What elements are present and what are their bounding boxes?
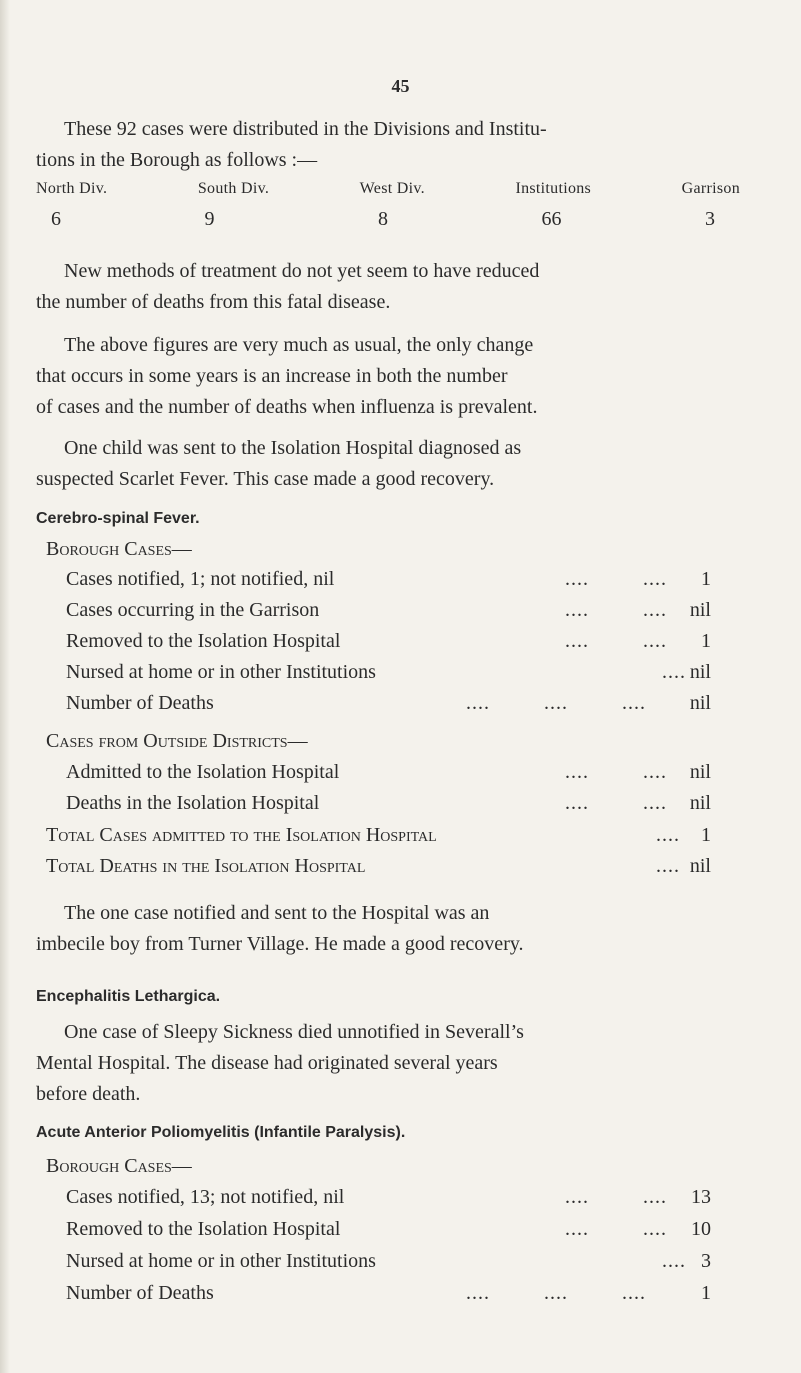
row-leader-dots: .... .... xyxy=(565,1218,667,1240)
encephalitis-heading: Encephalitis Lethargica. xyxy=(36,988,221,1005)
row-value: 13 xyxy=(691,1186,711,1208)
dist-header-institutions: Institutions xyxy=(515,180,592,197)
dist-value-north: 6 xyxy=(51,208,61,230)
distribution-values xyxy=(36,208,740,231)
row-value: nil xyxy=(689,792,711,814)
row-label: Total Cases admitted to the Isolation Hospital xyxy=(46,824,437,846)
row-label: Cases occurring in the Garrison xyxy=(66,599,320,621)
row-value: nil xyxy=(689,761,711,783)
cerebro-row-garrison xyxy=(0,599,801,629)
row-leader-dots: .... .... xyxy=(565,761,667,783)
row-value: 1 xyxy=(701,824,711,846)
row-label: Cases notified, 13; not notified, nil xyxy=(66,1186,345,1208)
cerebro-total-deaths xyxy=(0,855,801,885)
cerebro-row-nursed xyxy=(0,661,801,691)
encephalitis-line-1: One case of Sleepy Sickness died unnotified in Severall’s xyxy=(64,1021,524,1043)
row-leader-dots: .... xyxy=(656,855,680,877)
row-label: Number of Deaths xyxy=(66,1282,214,1304)
distribution-headers xyxy=(36,180,740,198)
polio-borough-heading: Borough Cases— xyxy=(46,1155,192,1177)
row-leader-dots: .... .... xyxy=(565,1186,667,1208)
cerebro-row-outside-deaths xyxy=(0,792,801,822)
row-leader-dots: .... .... xyxy=(565,568,667,590)
row-value: 1 xyxy=(701,630,711,652)
dist-header-west: West Div. xyxy=(359,180,425,197)
row-value: 1 xyxy=(701,568,711,590)
page-number: 45 xyxy=(391,76,410,96)
polio-row-nursed xyxy=(0,1250,801,1280)
row-leader-dots: .... .... .... xyxy=(466,1282,646,1304)
new-methods-paragraph xyxy=(36,256,736,318)
row-label: Total Deaths in the Isolation Hospital xyxy=(46,855,366,877)
cerebro-total-cases xyxy=(0,824,801,854)
row-leader-dots: .... xyxy=(662,1250,686,1272)
row-value: nil xyxy=(689,661,711,683)
cerebro-note-line-2: imbecile boy from Turner Village. He made a good recovery. xyxy=(36,933,524,955)
dist-header-garrison: Garrison xyxy=(681,180,740,197)
dist-value-garrison: 3 xyxy=(705,208,715,230)
polio-row-removed xyxy=(0,1218,801,1248)
row-leader-dots: .... .... xyxy=(565,792,667,814)
encephalitis-line-3: before death. xyxy=(36,1083,141,1105)
cerebro-row-notified xyxy=(0,568,801,598)
row-leader-dots: .... .... .... xyxy=(466,692,646,714)
above-line-3: of cases and the number of deaths when influenza is prevalent. xyxy=(36,396,538,418)
row-label: Admitted to the Isolation Hospital xyxy=(66,761,340,783)
row-leader-dots: .... .... xyxy=(565,630,667,652)
cerebro-outside-heading: Cases from Outside Districts— xyxy=(46,730,308,752)
row-label: Removed to the Isolation Hospital xyxy=(66,1218,341,1240)
row-leader-dots: .... .... xyxy=(565,599,667,621)
encephalitis-paragraph xyxy=(36,1017,736,1110)
encephalitis-line-2: Mental Hospital. The disease had originated several years xyxy=(36,1052,498,1074)
dist-value-south: 9 xyxy=(204,208,215,230)
row-label: Number of Deaths xyxy=(66,692,214,714)
cerebro-heading: Cerebro-spinal Fever. xyxy=(36,510,200,527)
row-label: Nursed at home or in other Institutions xyxy=(66,1250,376,1272)
row-label: Deaths in the Isolation Hospital xyxy=(66,792,320,814)
above-figures-paragraph xyxy=(36,330,736,423)
cerebro-note-line-1: The one case notified and sent to the Hospital was an xyxy=(64,902,490,924)
cerebro-row-removed xyxy=(0,630,801,660)
dist-header-north: North Div. xyxy=(36,180,108,197)
row-label: Nursed at home or in other Institutions xyxy=(66,661,376,683)
intro-paragraph xyxy=(36,114,736,176)
cerebro-row-admitted xyxy=(0,761,801,791)
polio-heading: Acute Anterior Poliomyelitis (Infantile Paralysis). xyxy=(36,1124,406,1141)
polio-row-notified xyxy=(0,1186,801,1216)
row-label: Removed to the Isolation Hospital xyxy=(66,630,341,652)
intro-line-2: tions in the Borough as follows :— xyxy=(36,149,318,171)
polio-row-deaths xyxy=(0,1282,801,1312)
one-child-paragraph xyxy=(36,433,736,495)
above-line-2: that occurs in some years is an increase in both the number xyxy=(36,365,508,387)
row-value: nil xyxy=(689,599,711,621)
row-label: Cases notified, 1; not notified, nil xyxy=(66,568,335,590)
row-leader-dots: .... xyxy=(662,661,686,683)
cerebro-row-deaths xyxy=(0,692,801,722)
dist-value-institutions: 66 xyxy=(541,208,562,230)
one-child-line-1: One child was sent to the Isolation Hospital diagnosed as xyxy=(64,437,522,459)
new-methods-line-1: New methods of treatment do not yet seem to have reduced xyxy=(64,260,540,282)
row-value: 10 xyxy=(691,1218,711,1240)
intro-line-1: These 92 cases were distributed in the Divisions and Institu- xyxy=(64,118,547,140)
row-value: 3 xyxy=(701,1250,711,1272)
cerebro-borough-heading: Borough Cases— xyxy=(46,538,192,560)
one-child-line-2: suspected Scarlet Fever. This case made a good recovery. xyxy=(36,468,495,490)
dist-header-south: South Div. xyxy=(197,180,270,197)
row-value: 1 xyxy=(701,1282,711,1304)
row-leader-dots: .... xyxy=(656,824,680,846)
row-value: nil xyxy=(689,855,711,877)
dist-value-west: 8 xyxy=(378,208,388,230)
row-value: nil xyxy=(689,692,711,714)
new-methods-line-2: the number of deaths from this fatal disease. xyxy=(36,291,391,313)
above-line-1: The above figures are very much as usual, the only change xyxy=(64,334,534,356)
cerebro-note-paragraph xyxy=(36,898,736,960)
